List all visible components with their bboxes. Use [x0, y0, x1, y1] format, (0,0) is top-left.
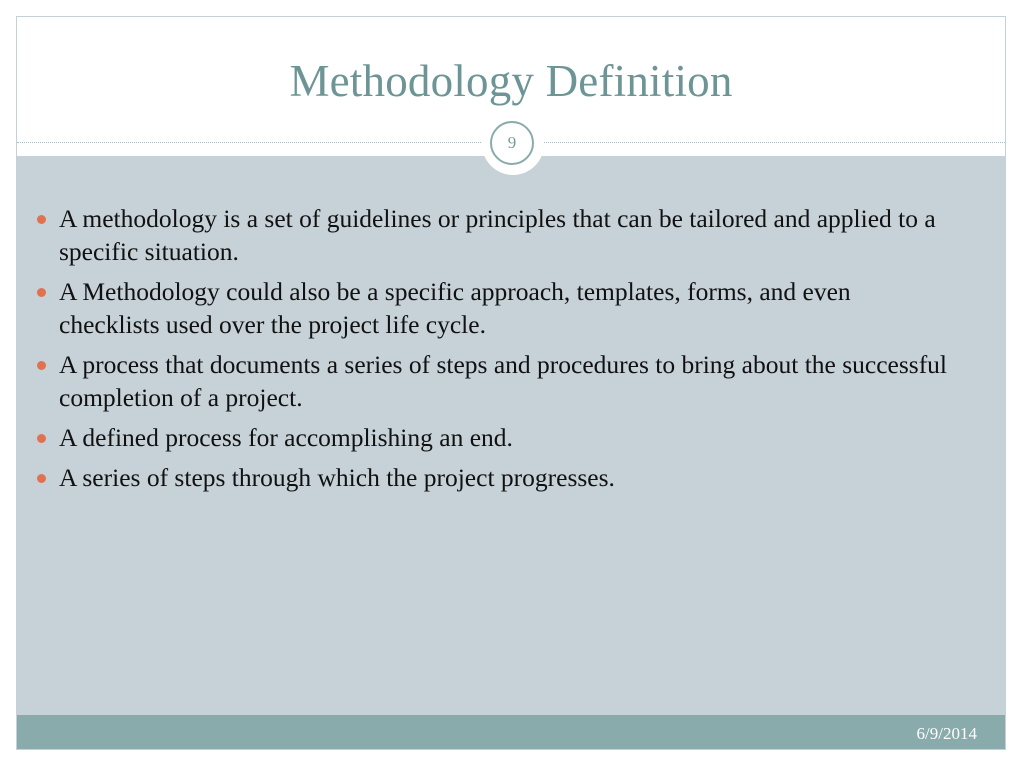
- bullet-item: [37, 421, 957, 454]
- bullet-text: A methodology is a set of guidelines or principles that can be tailored and applied to a specific situation.: [59, 204, 936, 266]
- bullet-item: [37, 202, 957, 268]
- bullet-list: [37, 202, 957, 501]
- bullet-text: A series of steps through which the project progresses.: [59, 463, 615, 492]
- bullet-item: [37, 275, 957, 341]
- bullet-item: [37, 461, 957, 494]
- bullet-dot-icon: [37, 288, 46, 297]
- bullet-dot-icon: [37, 215, 46, 224]
- bullet-item: [37, 348, 957, 414]
- footer-bar: [17, 715, 1005, 750]
- slide-title: Methodology Definition: [289, 56, 733, 106]
- bullet-text: A Methodology could also be a specific approach, templates, forms, and even checklists used over the project life cycle.: [59, 277, 851, 339]
- bullet-text: A defined process for accomplishing an end.: [59, 423, 513, 452]
- bullet-dot-icon: [37, 361, 46, 370]
- bullet-text: A process that documents a series of steps and procedures to bring about the successful completion of a project.: [59, 350, 948, 412]
- page-number: 9: [490, 121, 534, 165]
- page-number-badge: [482, 113, 544, 175]
- footer-date: 6/9/2014: [916, 724, 977, 743]
- bullet-dot-icon: [37, 474, 46, 483]
- bullet-dot-icon: [37, 434, 46, 443]
